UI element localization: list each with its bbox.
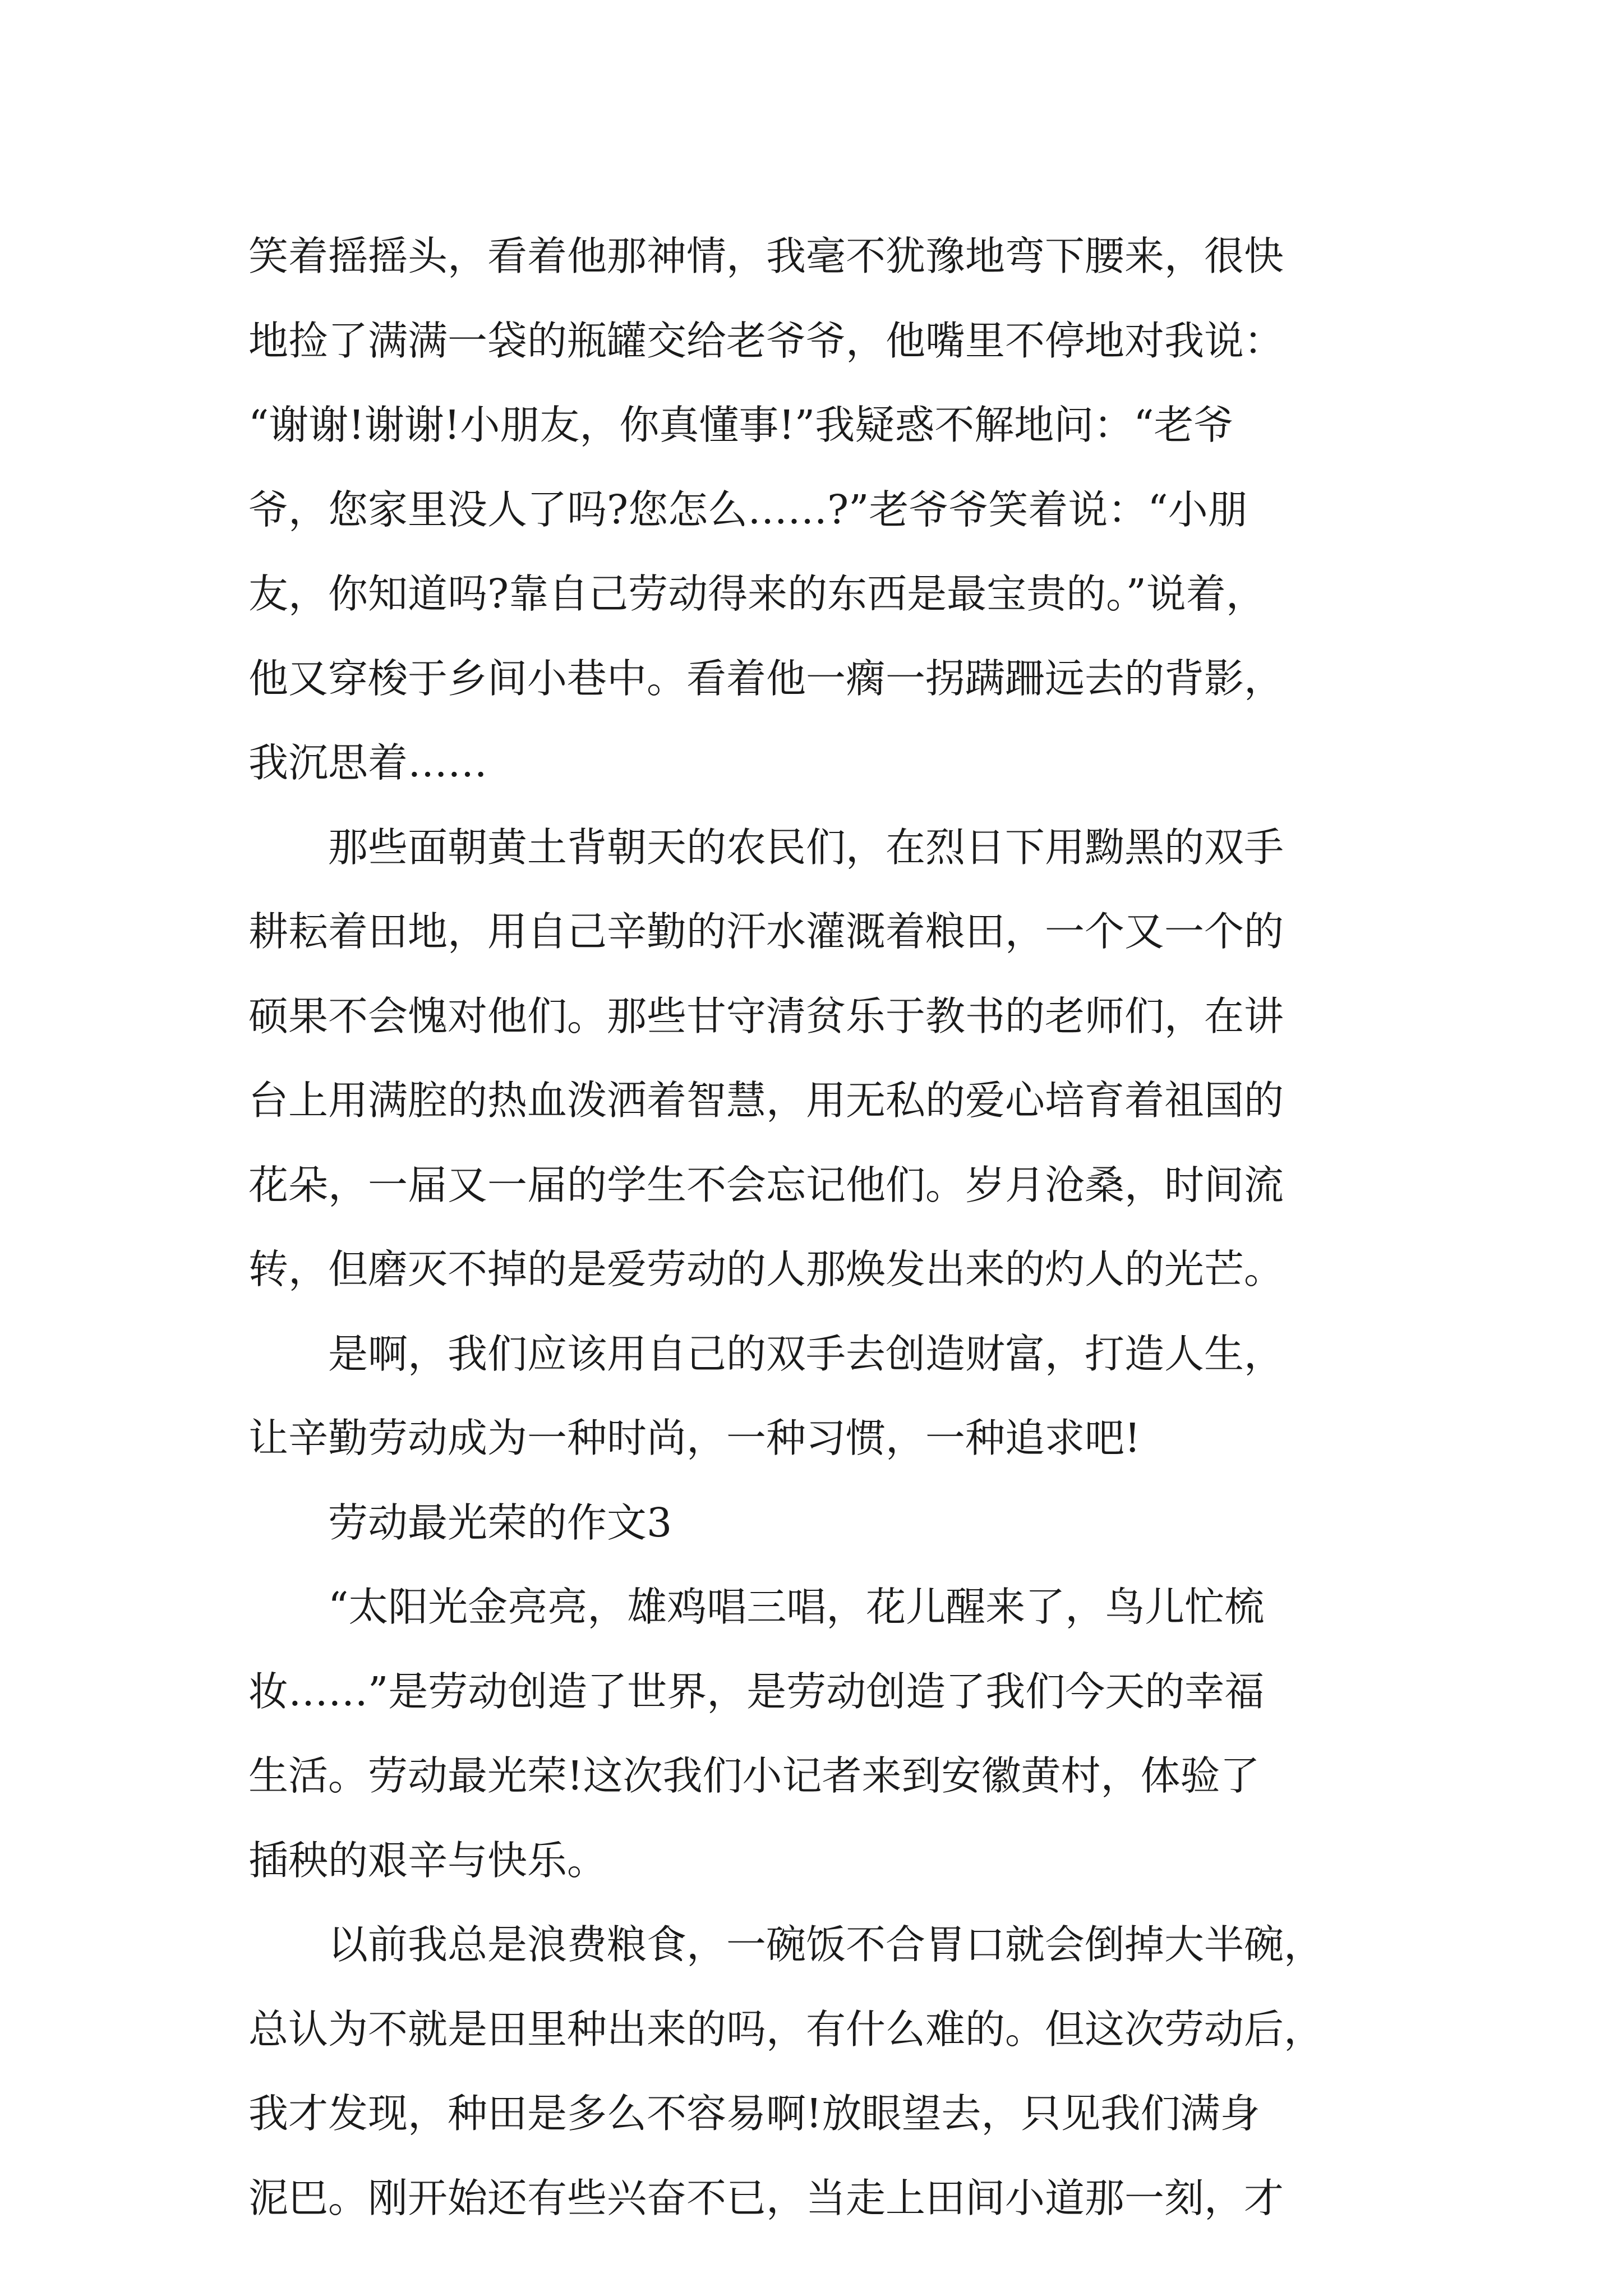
text-line: 那些面朝黄土背朝天的农民们，在烈日下用黝黑的双手 (248, 823, 1284, 871)
text-line: 友，你知道吗?靠自己劳动得来的东西是最宝贵的。”说着， (248, 570, 1266, 617)
text-line: “太阳光金亮亮，雄鸡唱三唱，花儿醒来了，鸟儿忙梳 (248, 1584, 1265, 1630)
text-line: 他又穿梭于乡间小巷中。看着他一瘸一拐蹒跚远去的背影， (248, 655, 1284, 702)
text-line: 转，但磨灭不掉的是爱劳动的人那焕发出来的灼人的光芒。 (248, 1246, 1284, 1292)
text-line: 以前我总是浪费粮食，一碗饭不合胃口就会倒掉大半碗， (248, 1921, 1324, 1968)
text-line: 总认为不就是田里种出来的吗，有什么难的。但这次劳动后， (248, 2005, 1324, 2053)
text-line: 花朵，一届又一届的学生不会忘记他们。岁月沧桑，时间流 (248, 1161, 1284, 1208)
text-line: 硕果不会愧对他们。那些甘守清贫乐于教书的老师们，在讲 (248, 992, 1284, 1039)
text-line: 台上用满腔的热血泼洒着智慧，用无私的爱心培育着祖国的 (248, 1077, 1284, 1124)
text-line: 笑着摇摇头，看着他那神情，我毫不犹豫地弯下腰来，很快 (248, 233, 1284, 279)
text-line: 我才发现，种田是多么不容易啊!放眼望去，只见我们满身 (248, 2090, 1260, 2137)
text-line: 我沉思着…… (248, 739, 488, 786)
text-line: 泥巴。刚开始还有些兴奋不已，当走上田间小道那一刻，才 (248, 2174, 1284, 2221)
text-line: 耕耘着田地，用自己辛勤的汗水灌溉着粮田，一个又一个的 (248, 908, 1284, 955)
text-line: 地捡了满满一袋的瓶罐交给老爷爷，他嘴里不停地对我说： (248, 317, 1284, 364)
text-line: “谢谢!谢谢!小朋友，你真懂事!”我疑惑不解地问：“老爷 (248, 402, 1234, 448)
body-text (248, 214, 1376, 2240)
text-line: 插秧的艰辛与快乐。 (248, 1837, 607, 1884)
text-line: 妆……”是劳动创造了世界，是劳动创造了我们今天的幸福 (248, 1668, 1265, 1715)
section-heading: 劳动最光荣的作文3 (248, 1499, 672, 1546)
text-line: 让辛勤劳动成为一种时尚，一种习惯，一种追求吧! (248, 1415, 1141, 1461)
text-line: 爷，您家里没人了吗?您怎么……?”老爷爷笑着说：“小朋 (248, 486, 1248, 533)
text-line: 生活。劳动最光荣!这次我们小记者来到安徽黄村，体验了 (248, 1752, 1260, 1799)
text-line: 是啊，我们应该用自己的双手去创造财富，打造人生， (248, 1330, 1284, 1377)
